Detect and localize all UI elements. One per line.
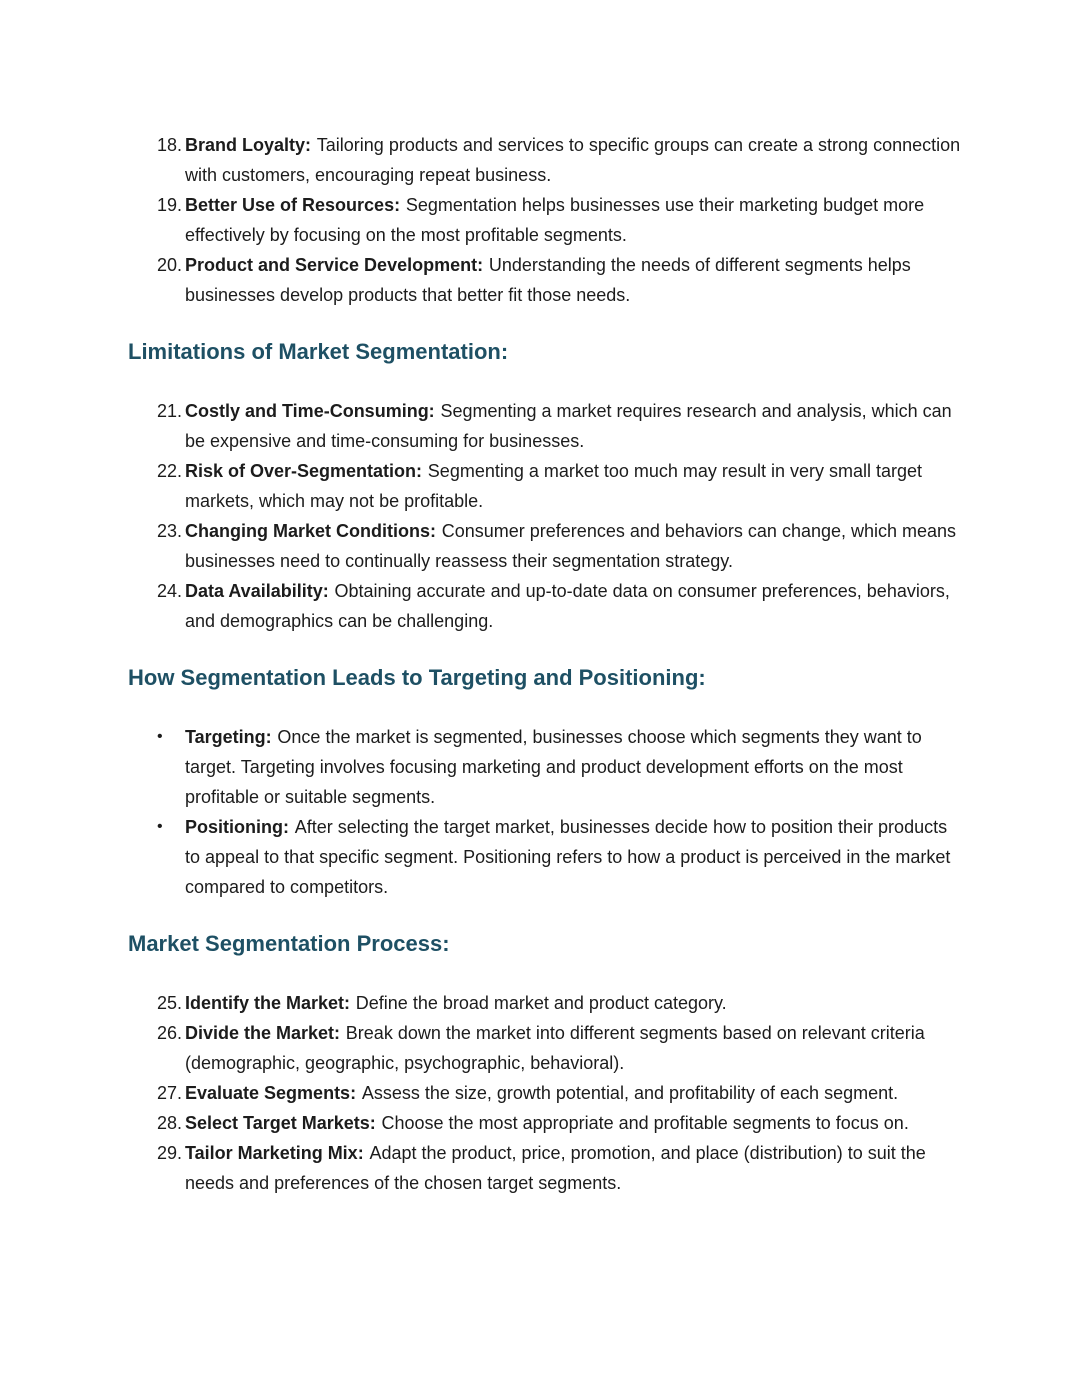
list-item-term: Changing Market Conditions:	[185, 521, 436, 541]
list-item-text	[185, 1018, 962, 1078]
list-item-text	[185, 576, 962, 636]
list-item-term: Evaluate Segments:	[185, 1083, 357, 1103]
list-item-desc: Consumer preferences and behaviors can change, which means businesses need to continually reassess their segmentation strategy.	[185, 521, 957, 571]
list-item	[128, 1138, 962, 1198]
list-item-number: 21.	[157, 401, 183, 421]
list-item-text	[185, 456, 962, 516]
list-item-term: Brand Loyalty:	[185, 135, 312, 155]
list-item-term: Divide the Market:	[185, 1023, 341, 1043]
bullet-item-term: Targeting:	[185, 727, 272, 747]
list-item-text	[185, 190, 962, 250]
list-item-desc: Segmenting a market too much may result in very small target markets, which may not be profitable.	[185, 461, 922, 511]
list-item-number: 25.	[157, 993, 183, 1013]
section-heading-limitations: Limitations of Market Segmentation:	[128, 339, 509, 364]
limitations-list	[128, 396, 962, 636]
list-item-desc: Obtaining accurate and up-to-date data on consumer preferences, behaviors, and demographics can be challenging.	[185, 581, 950, 631]
list-item-text	[185, 250, 962, 310]
list-item-number: 29.	[157, 1143, 183, 1163]
list-item-term: Data Availability:	[185, 581, 329, 601]
list-item-number: 27.	[157, 1083, 183, 1103]
list-item-term: Identify the Market:	[185, 993, 351, 1013]
list-item	[128, 988, 962, 1018]
list-item-desc: Adapt the product, price, promotion, and place (distribution) to suit the needs and preferences of the chosen target segments.	[185, 1143, 926, 1193]
list-item-desc: Break down the market into different segments based on relevant criteria (demographic, geographic, psychographic, behavioral).	[185, 1023, 925, 1073]
bullet-icon: •	[157, 818, 163, 835]
bullet-icon: •	[157, 728, 163, 745]
list-item	[128, 190, 962, 250]
list-item-term: Product and Service Development:	[185, 255, 484, 275]
targeting-positioning-list	[128, 722, 962, 902]
list-item-term: Risk of Over-Segmentation:	[185, 461, 423, 481]
list-item-number: 20.	[157, 255, 183, 275]
list-item-desc: Choose the most appropriate and profitable segments to focus on.	[381, 1113, 909, 1133]
list-item-desc: Segmentation helps businesses use their marketing budget more effectively by focusing on the most profitable segments.	[185, 195, 925, 245]
list-item	[128, 130, 962, 190]
list-item-number: 24.	[157, 581, 183, 601]
bullet-item-text	[185, 722, 962, 812]
list-item-desc: Segmenting a market requires research and analysis, which can be expensive and time-consuming for businesses.	[185, 401, 952, 451]
list-item	[128, 516, 962, 576]
bullet-item-term: Positioning:	[185, 817, 289, 837]
list-item	[128, 576, 962, 636]
list-item-number: 18.	[157, 135, 183, 155]
list-item-desc: Understanding the needs of different segments helps businesses develop products that better fit those needs.	[185, 255, 911, 305]
list-item-number: 19.	[157, 195, 183, 215]
list-item-number: 28.	[157, 1113, 183, 1133]
list-item-text	[185, 988, 962, 1018]
list-item	[128, 1108, 962, 1138]
list-item	[128, 396, 962, 456]
list-item	[128, 1018, 962, 1078]
list-item-text	[185, 1138, 962, 1198]
bullet-item	[128, 722, 962, 812]
list-item-text	[185, 1078, 962, 1108]
list-item	[128, 456, 962, 516]
list-item-desc: Define the broad market and product category.	[355, 993, 727, 1013]
list-item-term: Tailor Marketing Mix:	[185, 1143, 364, 1163]
benefits-list	[128, 130, 962, 310]
list-item-number: 22.	[157, 461, 183, 481]
list-item-text	[185, 516, 962, 576]
list-item-number: 23.	[157, 521, 183, 541]
list-item	[128, 1078, 962, 1108]
bullet-item-desc: Once the market is segmented, businesses choose which segments they want to target. Targeting involves focusing marketing and product development efforts on the most profitable or suitable segments.	[185, 727, 922, 807]
section-heading-targeting-positioning: How Segmentation Leads to Targeting and Positioning:	[128, 665, 706, 690]
process-list	[128, 988, 962, 1198]
list-item	[128, 250, 962, 310]
list-item-number: 26.	[157, 1023, 183, 1043]
list-item-text	[185, 130, 962, 190]
section-heading-process: Market Segmentation Process:	[128, 931, 450, 956]
bullet-item-desc: After selecting the target market, businesses decide how to position their products to appeal to that specific segment. Positioning refers to how a product is perceived in the market compared to competitors.	[185, 817, 951, 897]
bullet-item	[128, 812, 962, 902]
list-item-term: Better Use of Resources:	[185, 195, 401, 215]
bullet-item-text	[185, 812, 962, 902]
list-item-term: Costly and Time-Consuming:	[185, 401, 435, 421]
list-item-desc: Assess the size, growth potential, and profitability of each segment.	[361, 1083, 899, 1103]
list-item-term: Select Target Markets:	[185, 1113, 376, 1133]
list-item-desc: Tailoring products and services to specific groups can create a strong connection with customers, encouraging repeat business.	[185, 135, 961, 185]
list-item-text	[185, 1108, 962, 1138]
list-item-text	[185, 396, 962, 456]
